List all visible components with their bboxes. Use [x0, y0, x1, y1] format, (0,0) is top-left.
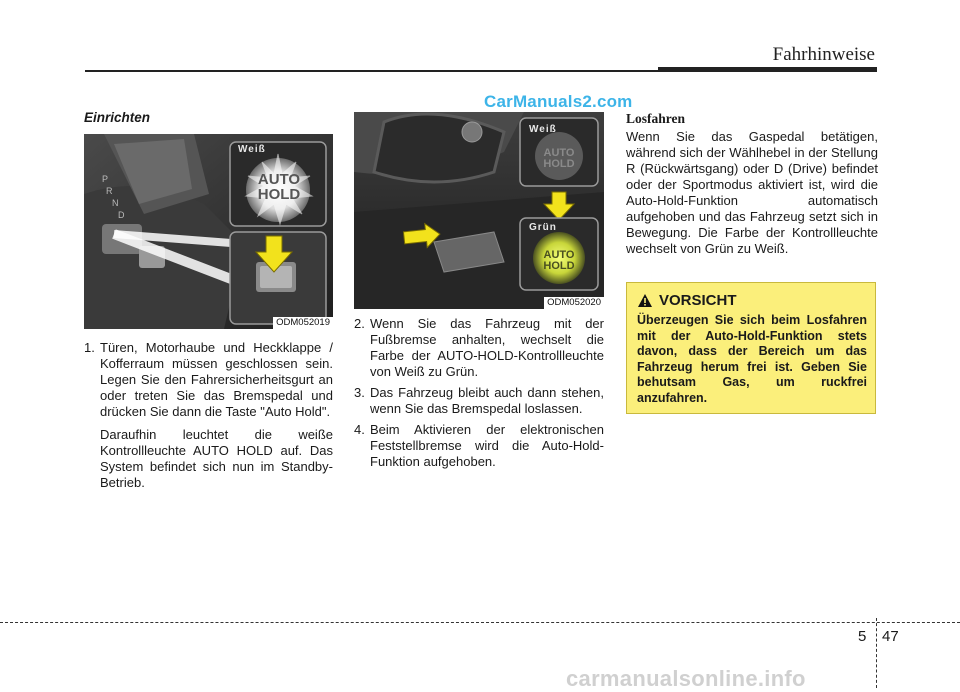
svg-text:R: R [106, 186, 113, 196]
step-1-continuation: Daraufhin leuchtet die weiße Kontrollleuchte AUTO HOLD auf. Das System befindet sich nun im Standby-Betrieb. [100, 427, 333, 490]
step-number: 2. [354, 316, 365, 331]
column-2-text [354, 316, 604, 470]
label-white: Weiß [529, 124, 557, 135]
auto-hold-indicator-white-text: AUTO HOLD [543, 147, 575, 170]
step-text: Wenn Sie das Fahrzeug mit der Fußbremse anhalten, wechselt die Farbe der AUTO-HOLD-Kontrollleuchte von Weiß zu Grün. [370, 316, 604, 379]
section-title: Einrichten [84, 110, 151, 125]
header-rule-thin [85, 70, 658, 72]
svg-text:D: D [118, 210, 125, 220]
figure-caption: ODM052020 [544, 297, 604, 309]
losfahren-heading: Losfahren [626, 111, 686, 126]
watermark-carmanuals: CarManuals2.com [484, 92, 633, 111]
step-text: Beim Aktivieren der elektronischen Feststellbremse wird die Auto-Hold-Funktion aufgehoben. [370, 422, 604, 469]
figure-auto-hold-button [84, 134, 333, 329]
header-rule-thick [658, 67, 877, 72]
step-3 [354, 385, 604, 417]
figure-caption: ODM052019 [273, 317, 333, 329]
auto-hold-indicator-text: AUTO HOLD [257, 171, 301, 203]
chapter-number: 5 [858, 628, 867, 645]
warning-title: VORSICHT [659, 292, 737, 309]
svg-text:P: P [102, 174, 109, 184]
footer-rule [0, 622, 960, 623]
page-number-separator [876, 618, 877, 688]
column-1-text [84, 340, 333, 491]
warning-box [626, 282, 876, 414]
warning-heading [637, 292, 737, 309]
running-header: Fahrhinweise [772, 44, 875, 65]
page-number: 47 [882, 628, 899, 645]
label-green: Grün [529, 222, 557, 233]
warning-text: Überzeugen Sie sich beim Losfahren mit der Auto-Hold-Funktion stets davon, dass der Bereich um das Fahrzeug herum frei ist. Geben Sie behutsam Gas, um ruckfrei anzufahren. [637, 313, 867, 405]
label-white: Weiß [238, 144, 266, 155]
watermark-carmanualsonline: carmanualsonline.info [566, 666, 806, 691]
step-text: Das Fahrzeug bleibt auch dann stehen, wenn Sie das Bremspedal loslassen. [370, 385, 604, 416]
step-4 [354, 422, 604, 470]
step-1 [84, 340, 333, 420]
figure-brake-pedal [354, 112, 604, 309]
warning-triangle-icon [637, 293, 653, 308]
losfahren-paragraph: Wenn Sie das Gaspedal betätigen, während sich der Wählhebel in der Stellung R (Rückwärtsgang) oder D (Drive) befindet oder der Sportmodus aktiviert ist, wird die Auto-Hold-Funktion automatisch aufgehoben und das Fahrzeug setzt sich in Bewegung. Die Farbe der Kontrollleuchte wechselt von Grün zu Weiß. [626, 129, 878, 256]
pedal-illustration [354, 112, 604, 309]
console-illustration [84, 134, 333, 329]
step-number: 4. [354, 422, 365, 437]
step-text: Türen, Motorhaube und Heckklappe / Kofferraum müssen geschlossen sein. Legen Sie den Fahrersicherheitsgurt an oder treten Sie das Bremspedal und drücken Sie dann die Taste "Auto Hold". [100, 340, 333, 419]
svg-text:N: N [112, 198, 119, 208]
step-2 [354, 316, 604, 380]
step-number: 1. [84, 340, 95, 355]
step-number: 3. [354, 385, 365, 400]
auto-hold-indicator-green-text: AUTO HOLD [543, 249, 575, 272]
